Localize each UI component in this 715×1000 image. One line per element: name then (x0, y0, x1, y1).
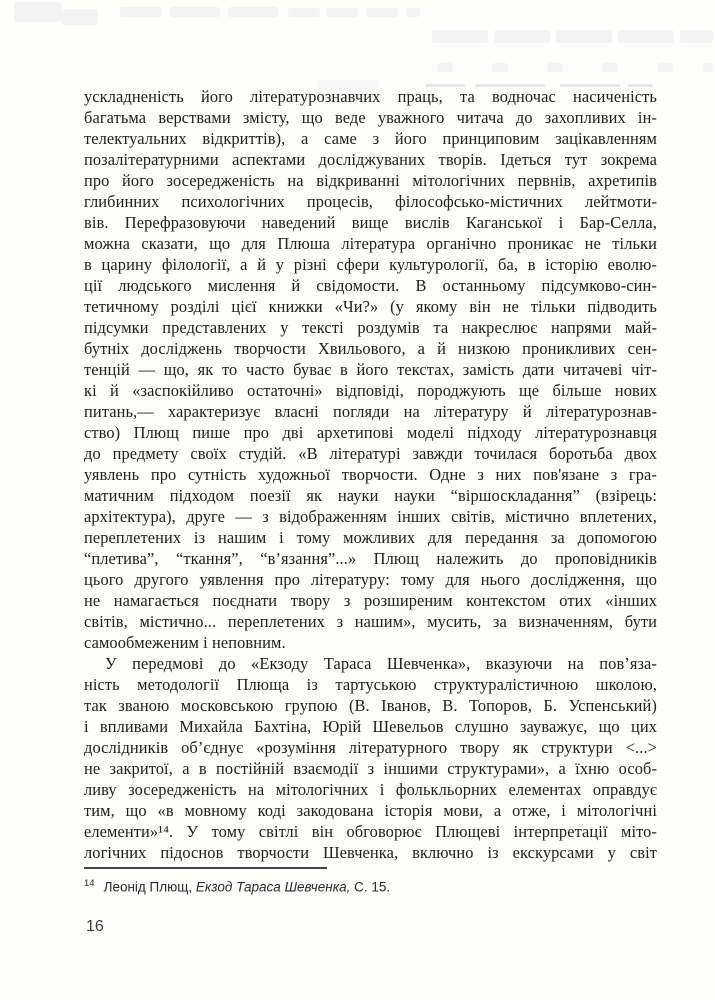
footnote-author: Леонід Плющ, (103, 879, 196, 895)
text-line: логічних підоснов творчости Шевченка, включно із екскурсами у світ (84, 843, 657, 862)
text-line: кі й «заспокійливо остаточні» відповіді, породжують ще більше нових (84, 381, 657, 400)
scan-artifact (556, 30, 612, 43)
scan-artifact (703, 63, 713, 72)
scan-artifact (228, 7, 278, 17)
footnote-marker: 14 (84, 878, 95, 889)
text-line: в царину філології, а й у різні сфери культурології, ба, в історію еволю- (84, 255, 657, 274)
scan-artifact (62, 9, 98, 25)
text-line: тетичному розділі цієї книжки «Чи?» (у якому він не тільки підводить (84, 297, 657, 316)
text-line: ство) Плющ пише про дві архетипові моделі підходу літературознавця (84, 423, 657, 442)
scan-artifact (680, 30, 713, 43)
text-line: телектуальних відкриттів), а саме з його принциповим зацікавленням (84, 129, 657, 148)
text-line: про його зосередженість на відкриванні мітологічних первнів, ахретипів (84, 171, 657, 190)
scan-artifact (437, 63, 453, 72)
scan-artifact (406, 8, 420, 17)
scan-artifact (14, 2, 62, 22)
scan-artifact (602, 63, 618, 72)
text-line: У передмові до «Екзоду Тараса Шевченка», вказуючи на пов’яза- (105, 654, 657, 673)
text-line: ускладненість його літературознавчих праць, та водночас насиченість (84, 87, 657, 106)
text-line: самообмеженим і неповним. (84, 633, 286, 652)
scan-artifact (170, 7, 220, 17)
text-line: до предмету своїх студій. «В літературі завжди точилася боротьба двох (84, 444, 657, 463)
text-line: не намагається поєднати твору з розширеним контекстом отих «інших (84, 591, 657, 610)
scan-artifact (288, 8, 320, 17)
scan-artifact (618, 30, 674, 43)
scan-artifact (494, 30, 550, 43)
text-line: бутніх досліджень творчости Хвильового, а й низкою проникливих сен- (84, 339, 657, 358)
text-line: і впливами Михайла Бахтіна, Юрій Шевельов слушно зауважує, що цих (84, 717, 657, 736)
text-line: ливу зосередженість на мітологічних і фолькльорних елементах оправдує (84, 780, 657, 799)
text-line: так званою московською групою (В. Іванов, В. Топоров, Б. Успенський) (84, 696, 657, 715)
text-line: питань,— характеризує власні погляди на літературу й літературознав- (84, 402, 657, 421)
text-line: багатьма верствами змісту, що веде уважного читача до захопливих ін- (84, 108, 657, 127)
text-line: матичним підходом поезії як науки науки “віршоскладання” (взірець: (84, 486, 657, 505)
scan-artifact (547, 63, 563, 72)
page-text (84, 86, 657, 863)
scan-artifact (432, 30, 488, 43)
scan-artifact (366, 8, 398, 17)
text-line: підсумки представлених у тексті роздумів та накреслює напрями май- (84, 318, 657, 337)
text-line: ції людського мислення й свідомости. В останньому підсумково-син- (84, 276, 657, 295)
footnote-title: Екзод Тараса Шевченка, (195, 879, 351, 895)
text-line: дослідників об’єднує «розуміння літературного твору як структури <...> (84, 738, 657, 757)
text-line: архітектура), друге — з відображенням інших світів, містично вплетених, (84, 507, 657, 526)
text-line: світів, містично... переплетених з нашим», мусить, за визначенням, бути (84, 612, 657, 631)
scan-artifact (120, 7, 162, 17)
text-line: тим, що «в мовному коді закодована історія мови, а отже, і мітологічні (84, 801, 657, 820)
text-line: тенцій — що, як то часто буває в його текстах, замість дати читачеві чіт- (84, 360, 657, 379)
scan-artifact (326, 8, 358, 17)
text-line: переплетених із нашим і тому можливих для передання за допомогою (84, 528, 657, 547)
scan-artifact (492, 63, 508, 72)
text-line: позалітературними аспектами досліджуваних творів. Ідеться тут зокрема (84, 150, 657, 169)
footnote-page-ref: С. 15. (350, 879, 391, 895)
scan-artifact (657, 63, 673, 72)
text-line: вів. Перефразовуючи наведений вище вислів Каганської і Бар-Селла, (84, 213, 657, 232)
text-line: не закритої, а в постійній взаємодії з іншими структурами», а їхню особ- (84, 759, 657, 778)
footnote-separator (84, 867, 327, 869)
text-line: ність методології Плюща із тартуською структуралістичною школою, (84, 675, 657, 694)
text-line: “плетива”, “ткання”, “в’язання”...» Плющ належить до проповідників (84, 549, 657, 568)
text-line: глибинних психологічних процесів, філософсько-містичних лейтмоти- (84, 192, 657, 211)
footnote (84, 875, 644, 897)
text-line: можна сказати, що для Плюша література органічно проникає не тільки (84, 234, 657, 253)
text-line: уявлень про сутність художньої творчости. Одне з них пов'язане з гра- (84, 465, 657, 484)
page-number: 16 (86, 918, 104, 935)
text-line: елементи»¹⁴. У тому світлі він обговорює Плющеві інтерпретації міто- (84, 822, 657, 841)
text-line: цього другого уявлення про літературу: тому для нього дослідження, що (84, 570, 657, 589)
